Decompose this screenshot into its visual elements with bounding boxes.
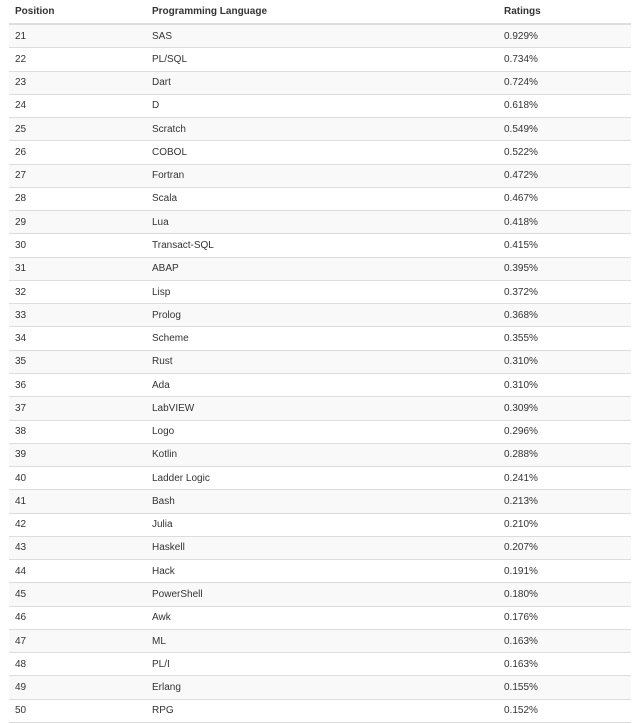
language-cell: Lisp (146, 280, 498, 303)
table-row (9, 420, 631, 443)
header-ratings: Ratings (498, 0, 631, 24)
position-cell: 50 (9, 699, 146, 722)
position-cell: 29 (9, 211, 146, 234)
header-language: Programming Language (146, 0, 498, 24)
position-cell: 25 (9, 118, 146, 141)
language-cell: D (146, 94, 498, 117)
language-cell: Erlang (146, 676, 498, 699)
rating-cell: 0.176% (498, 606, 631, 629)
position-cell: 42 (9, 513, 146, 536)
table-row (9, 560, 631, 583)
position-cell: 22 (9, 48, 146, 71)
table-row (9, 397, 631, 420)
rating-cell: 0.213% (498, 490, 631, 513)
rating-cell: 0.180% (498, 583, 631, 606)
language-cell: Awk (146, 606, 498, 629)
language-cell: Scratch (146, 118, 498, 141)
position-cell: 28 (9, 187, 146, 210)
language-cell: Dart (146, 71, 498, 94)
rating-cell: 0.734% (498, 48, 631, 71)
table-row (9, 467, 631, 490)
position-cell: 35 (9, 350, 146, 373)
table-row (9, 490, 631, 513)
language-cell: Transact-SQL (146, 234, 498, 257)
rating-cell: 0.163% (498, 629, 631, 652)
language-cell: Bash (146, 490, 498, 513)
table-row (9, 583, 631, 606)
table-row (9, 699, 631, 722)
position-cell: 48 (9, 653, 146, 676)
rating-cell: 0.152% (498, 699, 631, 722)
table-row (9, 257, 631, 280)
table-row (9, 118, 631, 141)
language-cell: RPG (146, 699, 498, 722)
language-cell: Scala (146, 187, 498, 210)
language-cell: Prolog (146, 304, 498, 327)
position-cell: 45 (9, 583, 146, 606)
table-row (9, 513, 631, 536)
rating-cell: 0.467% (498, 187, 631, 210)
rating-cell: 0.418% (498, 211, 631, 234)
language-cell: PowerShell (146, 583, 498, 606)
position-cell: 34 (9, 327, 146, 350)
position-cell: 32 (9, 280, 146, 303)
rating-cell: 0.929% (498, 24, 631, 48)
rating-cell: 0.309% (498, 397, 631, 420)
language-cell: Fortran (146, 164, 498, 187)
language-cell: Julia (146, 513, 498, 536)
rating-cell: 0.155% (498, 676, 631, 699)
position-cell: 44 (9, 560, 146, 583)
table-row (9, 280, 631, 303)
position-cell: 37 (9, 397, 146, 420)
language-cell: Kotlin (146, 443, 498, 466)
rating-cell: 0.310% (498, 350, 631, 373)
position-cell: 26 (9, 141, 146, 164)
language-cell: Hack (146, 560, 498, 583)
table-row (9, 164, 631, 187)
position-cell: 23 (9, 71, 146, 94)
table-row (9, 234, 631, 257)
language-cell: LabVIEW (146, 397, 498, 420)
rating-cell: 0.210% (498, 513, 631, 536)
rating-cell: 0.549% (498, 118, 631, 141)
table-row (9, 629, 631, 652)
table-row (9, 676, 631, 699)
table-row (9, 327, 631, 350)
language-cell: Ada (146, 373, 498, 396)
language-cell: Scheme (146, 327, 498, 350)
rating-cell: 0.724% (498, 71, 631, 94)
language-cell: COBOL (146, 141, 498, 164)
table-row (9, 373, 631, 396)
rating-cell: 0.241% (498, 467, 631, 490)
language-cell: Haskell (146, 536, 498, 559)
table-body (9, 24, 631, 722)
language-cell: PL/I (146, 653, 498, 676)
position-cell: 46 (9, 606, 146, 629)
position-cell: 41 (9, 490, 146, 513)
position-cell: 31 (9, 257, 146, 280)
language-cell: PL/SQL (146, 48, 498, 71)
table-row (9, 304, 631, 327)
rating-cell: 0.296% (498, 420, 631, 443)
rating-cell: 0.310% (498, 373, 631, 396)
position-cell: 47 (9, 629, 146, 652)
table-row (9, 71, 631, 94)
rating-cell: 0.472% (498, 164, 631, 187)
language-cell: Rust (146, 350, 498, 373)
table-row (9, 94, 631, 117)
rating-cell: 0.288% (498, 443, 631, 466)
rating-cell: 0.395% (498, 257, 631, 280)
rating-cell: 0.415% (498, 234, 631, 257)
rating-cell: 0.372% (498, 280, 631, 303)
position-cell: 24 (9, 94, 146, 117)
position-cell: 49 (9, 676, 146, 699)
rating-cell: 0.368% (498, 304, 631, 327)
table-header (9, 0, 631, 24)
ranking-table (9, 0, 631, 723)
position-cell: 21 (9, 24, 146, 48)
header-row (9, 0, 631, 24)
table-row (9, 24, 631, 48)
position-cell: 43 (9, 536, 146, 559)
language-cell: ML (146, 629, 498, 652)
position-cell: 27 (9, 164, 146, 187)
table-row (9, 350, 631, 373)
language-cell: ABAP (146, 257, 498, 280)
rating-cell: 0.191% (498, 560, 631, 583)
position-cell: 36 (9, 373, 146, 396)
table-row (9, 536, 631, 559)
position-cell: 30 (9, 234, 146, 257)
table-row (9, 606, 631, 629)
language-cell: Ladder Logic (146, 467, 498, 490)
table-row (9, 48, 631, 71)
table-row (9, 653, 631, 676)
rating-cell: 0.163% (498, 653, 631, 676)
position-cell: 40 (9, 467, 146, 490)
table-row (9, 141, 631, 164)
language-cell: SAS (146, 24, 498, 48)
language-cell: Logo (146, 420, 498, 443)
table-row (9, 187, 631, 210)
table-row (9, 211, 631, 234)
rating-cell: 0.355% (498, 327, 631, 350)
rating-cell: 0.207% (498, 536, 631, 559)
table-row (9, 443, 631, 466)
header-position: Position (9, 0, 146, 24)
position-cell: 33 (9, 304, 146, 327)
language-cell: Lua (146, 211, 498, 234)
position-cell: 38 (9, 420, 146, 443)
rating-cell: 0.618% (498, 94, 631, 117)
rating-cell: 0.522% (498, 141, 631, 164)
position-cell: 39 (9, 443, 146, 466)
